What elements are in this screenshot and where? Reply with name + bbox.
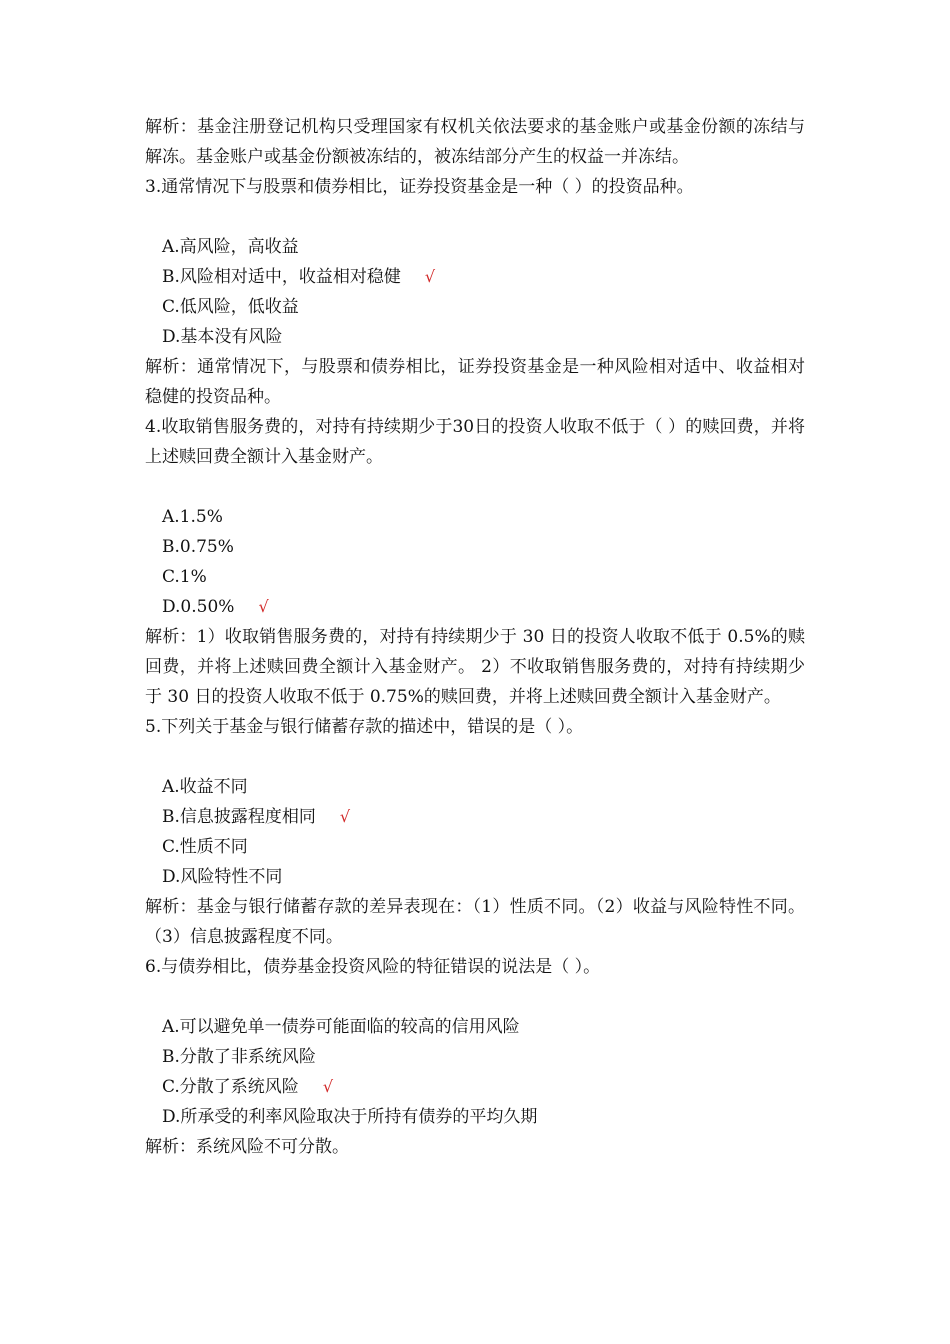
- blank-line: [145, 742, 805, 772]
- analysis-paragraph: 解析：通常情况下，与股票和债券相比，证券投资基金是一种风险相对适中、收益相对稳健的投资品种。: [145, 357, 805, 407]
- answer-option: [145, 802, 805, 832]
- analysis-paragraph: 解析：1）收取销售服务费的，对持有持续期少于 30 日的投资人收取不低于 0.5%的赎回费，并将上述赎回费全额计入基金财产。 2）不收取销售服务费的，对持有持续期少于 30 日的投资人收取不低于 0.75%的赎回费，并将上述赎回费全额计入基金财产。: [145, 627, 805, 707]
- option-label: D.0.50%: [162, 597, 235, 617]
- option-label: A.高风险，高收益: [162, 237, 299, 257]
- answer-option: [145, 1012, 805, 1042]
- option-label: D.风险特性不同: [162, 867, 283, 887]
- option-label: C.性质不同: [162, 837, 248, 857]
- option-label: D.所承受的利率风险取决于所持有债券的平均久期: [162, 1107, 538, 1127]
- answer-option: [145, 1072, 805, 1102]
- option-label: C.低风险，低收益: [162, 297, 299, 317]
- question-text: 3.通常情况下与股票和债券相比，证券投资基金是一种（ ）的投资品种。: [145, 177, 694, 197]
- option-label: B.信息披露程度相同: [162, 807, 316, 827]
- answer-option: [145, 772, 805, 802]
- blank-line: [145, 202, 805, 232]
- option-label: A.1.5%: [162, 507, 223, 527]
- answer-option: [145, 832, 805, 862]
- option-label: B.风险相对适中，收益相对稳健: [162, 267, 401, 287]
- question-text: 6.与债券相比，债券基金投资风险的特征错误的说法是（ ）。: [145, 957, 601, 977]
- option-label: C.1%: [162, 567, 207, 587]
- analysis-paragraph: 解析：基金与银行储蓄存款的差异表现在：（1）性质不同。（2）收益与风险特性不同。（3）信息披露程度不同。: [145, 897, 805, 947]
- question-text: 4.收取销售服务费的，对持有持续期少于30日的投资人收取不低于（ ）的赎回费，并将上述赎回费全额计入基金财产。: [145, 417, 805, 467]
- correct-check-icon: √: [339, 807, 351, 826]
- answer-option: [145, 292, 805, 322]
- answer-option: [145, 592, 805, 622]
- correct-check-icon: √: [424, 267, 436, 286]
- answer-option: [145, 1102, 805, 1132]
- question-text: 5.下列关于基金与银行储蓄存款的描述中，错误的是（ ）。: [145, 717, 584, 737]
- option-label: D.基本没有风险: [162, 327, 283, 347]
- answer-option: [145, 562, 805, 592]
- option-label: A.收益不同: [162, 777, 248, 797]
- blank-line: [145, 472, 805, 502]
- correct-check-icon: √: [258, 597, 269, 616]
- document-page: [145, 112, 805, 1162]
- answer-option: [145, 532, 805, 562]
- option-label: C.分散了系统风险: [162, 1077, 299, 1097]
- option-label: B.分散了非系统风险: [162, 1047, 316, 1067]
- blank-line: [145, 982, 805, 1012]
- answer-option: [145, 502, 805, 532]
- answer-option: [145, 862, 805, 892]
- option-label: B.0.75%: [162, 537, 234, 557]
- analysis-paragraph: 解析：系统风险不可分散。: [145, 1137, 349, 1157]
- answer-option: [145, 262, 805, 292]
- analysis-paragraph: 解析：基金注册登记机构只受理国家有权机关依法要求的基金账户或基金份额的冻结与解冻。基金账户或基金份额被冻结的，被冻结部分产生的权益一并冻结。: [145, 117, 805, 167]
- answer-option: [145, 1042, 805, 1072]
- correct-check-icon: √: [322, 1077, 334, 1096]
- option-label: A.可以避免单一债券可能面临的较高的信用风险: [162, 1017, 520, 1037]
- answer-option: [145, 232, 805, 262]
- answer-option: [145, 322, 805, 352]
